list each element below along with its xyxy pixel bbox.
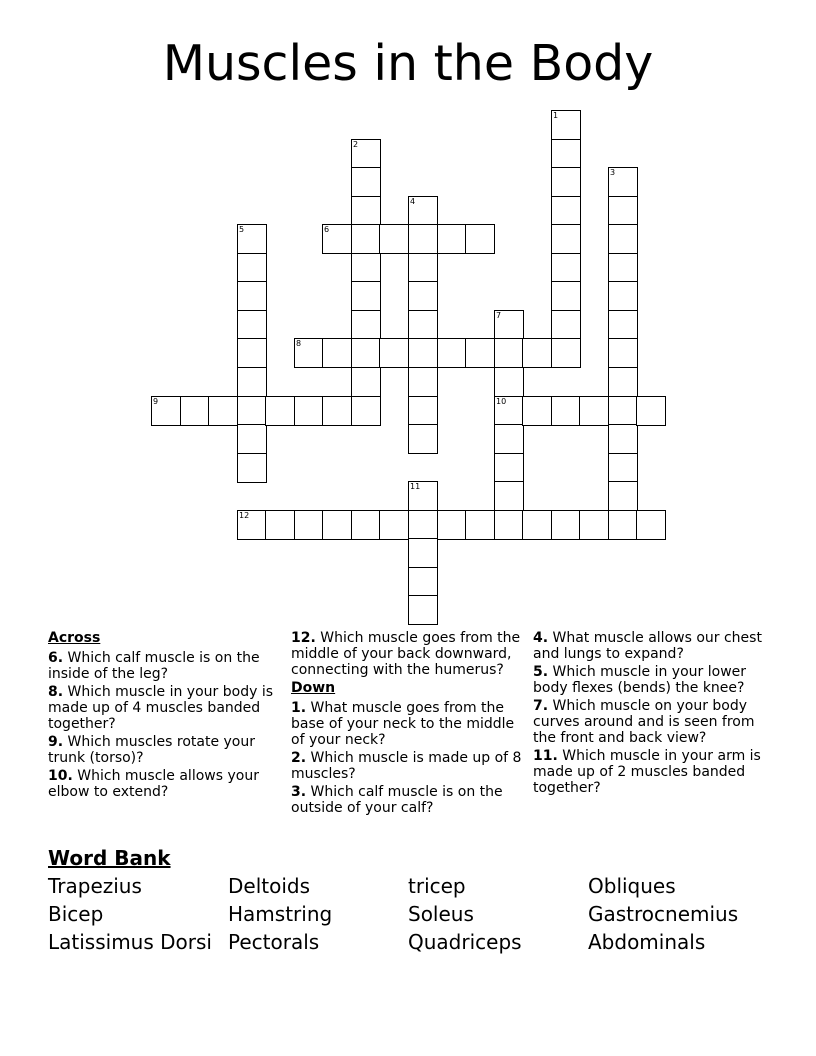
grid-cell[interactable] — [408, 281, 438, 311]
grid-cell[interactable] — [351, 281, 381, 311]
word-bank-item: Obliques — [588, 874, 676, 898]
puzzle-title: Muscles in the Body — [162, 35, 654, 92]
down-heading: Down — [291, 680, 336, 696]
grid-cell[interactable] — [408, 424, 438, 454]
word-bank-item: Hamstring — [228, 902, 333, 926]
grid-cell[interactable] — [408, 310, 438, 340]
grid-cell[interactable] — [522, 338, 552, 368]
grid-cell[interactable] — [494, 510, 524, 540]
grid-cell[interactable] — [494, 424, 524, 454]
grid-cell[interactable] — [180, 396, 210, 426]
grid-cell[interactable] — [465, 224, 495, 254]
grid-cell[interactable] — [608, 310, 638, 340]
clue-across-10: 10. Which muscle allows your elbow to extend? — [48, 768, 259, 800]
word-bank-item: Soleus — [408, 902, 474, 926]
grid-cell[interactable] — [379, 510, 409, 540]
grid-cell[interactable] — [608, 424, 638, 454]
grid-cell[interactable] — [437, 338, 467, 368]
grid-cell[interactable] — [322, 510, 352, 540]
word-bank — [48, 846, 788, 954]
grid-cell[interactable] — [408, 253, 438, 283]
grid-cell[interactable] — [351, 367, 381, 397]
word-bank-item: Pectorals — [228, 930, 320, 954]
grid-cell[interactable] — [265, 396, 295, 426]
clue-down-4: 4. What muscle allows our chest and lungs to expand? — [533, 630, 762, 662]
grid-cell[interactable] — [408, 510, 438, 540]
clue-number: 11 — [410, 482, 421, 491]
grid-cell[interactable] — [237, 310, 267, 340]
word-bank-item: Gastrocnemius — [588, 902, 739, 926]
grid-cell[interactable] — [351, 224, 381, 254]
grid-cell[interactable] — [608, 253, 638, 283]
grid-cell[interactable] — [351, 253, 381, 283]
clue-number: 7 — [496, 311, 502, 320]
word-bank-item: Trapezius — [48, 874, 142, 898]
clue-down-5: 5. Which muscle in your lower body flexes (bends) the knee? — [533, 664, 747, 696]
clue-down-2: 2. Which muscle is made up of 8 muscles? — [291, 750, 522, 782]
clue-down-11: 11. Which muscle in your arm is made up of 2 muscles banded together? — [533, 748, 761, 796]
grid-cell[interactable] — [351, 310, 381, 340]
grid-cell[interactable] — [551, 224, 581, 254]
grid-cell[interactable] — [408, 224, 438, 254]
grid-cell[interactable] — [494, 367, 524, 397]
grid-cell[interactable] — [237, 396, 267, 426]
grid-cell[interactable] — [237, 424, 267, 454]
grid-cell[interactable] — [608, 481, 638, 511]
across-heading: Across — [48, 630, 101, 646]
clue-number: 6 — [324, 225, 330, 234]
grid-cell[interactable] — [551, 510, 581, 540]
clue-column-1 — [48, 630, 288, 802]
grid-cell[interactable] — [636, 396, 666, 426]
word-bank-list — [48, 874, 788, 954]
word-bank-item: Latissimus Dorsi — [48, 930, 212, 954]
clue-number: 5 — [239, 225, 245, 234]
grid-cell[interactable] — [294, 396, 324, 426]
grid-cell[interactable] — [551, 396, 581, 426]
grid-cell[interactable] — [579, 396, 609, 426]
clue-down-1: 1. What muscle goes from the base of your neck to the middle of your neck? — [291, 700, 515, 748]
grid-cell[interactable] — [379, 224, 409, 254]
grid-cell[interactable] — [237, 367, 267, 397]
grid-cell[interactable] — [551, 196, 581, 226]
grid-cell[interactable] — [237, 281, 267, 311]
grid-cell[interactable] — [636, 510, 666, 540]
grid-cell[interactable] — [408, 396, 438, 426]
grid-cell[interactable] — [608, 367, 638, 397]
grid-cell[interactable] — [465, 338, 495, 368]
grid-cell[interactable] — [408, 367, 438, 397]
grid-cell[interactable] — [351, 196, 381, 226]
grid-cell[interactable] — [608, 453, 638, 483]
grid-cell[interactable] — [208, 396, 238, 426]
grid-cell[interactable] — [551, 281, 581, 311]
clue-number: 9 — [153, 397, 159, 406]
clue-across-9: 9. Which muscles rotate your trunk (torso)? — [48, 734, 256, 766]
grid-cell[interactable] — [379, 338, 409, 368]
grid-cell[interactable] — [408, 595, 438, 625]
grid-cell[interactable] — [351, 338, 381, 368]
grid-cell[interactable] — [322, 396, 352, 426]
word-bank-item: tricep — [408, 874, 466, 898]
grid-cell[interactable] — [237, 253, 267, 283]
grid-cell[interactable] — [237, 338, 267, 368]
grid-cell[interactable] — [294, 510, 324, 540]
grid-cell[interactable] — [322, 338, 352, 368]
grid-cell[interactable] — [437, 510, 467, 540]
clue-across-6: 6. Which calf muscle is on the inside of the leg? — [48, 650, 260, 682]
word-bank-item: Deltoids — [228, 874, 311, 898]
clue-number: 8 — [296, 339, 302, 348]
grid-cell[interactable] — [408, 567, 438, 597]
grid-cell[interactable] — [522, 510, 552, 540]
clue-number: 12 — [239, 511, 250, 520]
grid-cell[interactable] — [551, 167, 581, 197]
clue-across-12: 12. Which muscle goes from the middle of your back downward, connecting with the humerus? — [291, 630, 521, 678]
grid-cell[interactable] — [522, 396, 552, 426]
grid-cell[interactable] — [351, 167, 381, 197]
grid-cell[interactable] — [608, 281, 638, 311]
grid-cell[interactable] — [608, 338, 638, 368]
clue-number: 10 — [496, 397, 507, 406]
word-bank-item: Abdominals — [588, 930, 706, 954]
grid-cell[interactable] — [237, 453, 267, 483]
clue-number: 2 — [353, 140, 359, 149]
grid-cell[interactable] — [265, 510, 295, 540]
grid-cell[interactable] — [608, 196, 638, 226]
grid-cell[interactable] — [551, 253, 581, 283]
grid-cell[interactable] — [408, 338, 438, 368]
grid-cell[interactable] — [437, 224, 467, 254]
grid-cell[interactable] — [551, 338, 581, 368]
word-bank-item: Quadriceps — [408, 930, 522, 954]
clue-column-2 — [291, 630, 527, 818]
word-bank-title: Word Bank — [48, 846, 171, 870]
grid-cell[interactable] — [551, 139, 581, 169]
clue-number: 3 — [610, 168, 616, 177]
grid-cell[interactable] — [608, 510, 638, 540]
grid-cell[interactable] — [551, 310, 581, 340]
grid-cell[interactable] — [608, 396, 638, 426]
clue-number: 4 — [410, 197, 416, 206]
grid-cell[interactable] — [579, 510, 609, 540]
clue-column-3 — [533, 630, 773, 798]
grid-cell[interactable] — [351, 396, 381, 426]
grid-cell[interactable] — [465, 510, 495, 540]
grid-cell[interactable] — [408, 538, 438, 568]
clue-down-7: 7. Which muscle on your body curves around and is seen from the front and back view? — [533, 698, 755, 746]
grid-cell[interactable] — [494, 481, 524, 511]
clue-down-3: 3. Which calf muscle is on the outside of your calf? — [291, 784, 503, 816]
grid-cell[interactable] — [351, 510, 381, 540]
grid-cell[interactable] — [494, 453, 524, 483]
word-bank-item: Bicep — [48, 902, 104, 926]
grid-cell[interactable] — [608, 224, 638, 254]
grid-cell[interactable] — [494, 338, 524, 368]
clue-number: 1 — [553, 111, 559, 120]
clue-across-8: 8. Which muscle in your body is made up of 4 muscles banded together? — [48, 684, 273, 732]
